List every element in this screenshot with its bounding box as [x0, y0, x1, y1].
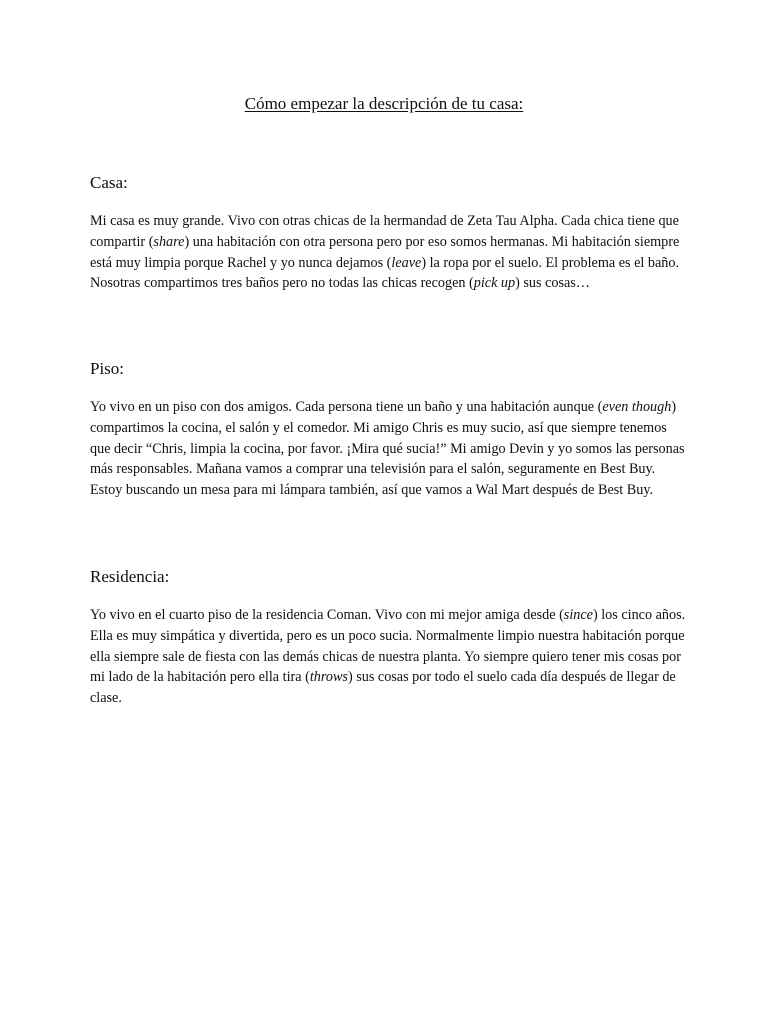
section-heading-casa: Casa:: [90, 173, 128, 192]
piso-text-1: Yo vivo en un piso con dos amigos. Cada persona tiene un baño y una habitación aunque (: [90, 399, 603, 415]
residencia-text-3: ) sus cosas por todo el suelo cada día después de llegar de clase.: [90, 669, 676, 707]
document-title: Cómo empezar la descripción de tu casa:: [244, 94, 524, 113]
residencia-term-since: since: [563, 607, 593, 623]
section-body-piso: [90, 397, 686, 501]
residencia-text-2: ) los cinco años. Ella es muy simpática y divertida, pero es un poco sucia. Normalmente limpio nuestra habitación porque ella siempre sale de fiesta con las demás chicas de nuestra planta. Yo siempre quiero tener mis cosas por mi lado de la habitación pero ella tira (: [90, 607, 686, 686]
section-body-casa: [90, 211, 686, 294]
section-heading-piso: Piso:: [90, 359, 125, 378]
casa-term-pick-up: pick up: [473, 275, 516, 292]
casa-term-leave: leave: [391, 254, 422, 271]
residencia-text-1: Yo vivo en el cuarto piso de la residencia Coman. Vivo con mi mejor amiga desde (: [90, 607, 564, 623]
casa-term-share: share: [153, 233, 185, 250]
section-residencia: [90, 567, 686, 709]
section-piso: [90, 359, 686, 501]
casa-text-3: ) la ropa por el suelo. El problema es el baño. Nosotras compartimos tres baños pero no todas las chicas recogen (: [90, 254, 679, 292]
casa-text-2: ) una habitación con otra persona pero por eso somos hermanas. Mi habitación siempre está muy limpia porque Rachel y yo nunca dejamos (: [90, 233, 680, 271]
casa-text-4: ) sus cosas…: [515, 275, 590, 292]
section-casa: [90, 173, 686, 294]
section-body-residencia: [90, 605, 686, 709]
piso-text-2: ) compartimos la cocina, el salón y el comedor. Mi amigo Chris es muy sucio, así que siempre tenemos que decir “Chris, limpia la cocina, por favor. ¡Mira qué sucia!” Mi amigo Devin y yo somos las personas más responsables. Mañana vamos a comprar una televisión para el salón, seguramente en Best Buy. Estoy buscando un mesa para mi lámpara también, así que vamos a Wal Mart después de Best Buy.: [90, 399, 685, 499]
section-heading-residencia: Residencia:: [90, 567, 170, 586]
residencia-term-throws: throws: [309, 669, 348, 686]
piso-term-even-though: even though: [602, 399, 672, 415]
casa-text-1: Mi casa es muy grande. Vivo con otras chicas de la hermandad de Zeta Tau Alpha. Cada chica tiene que compartir (: [90, 213, 679, 250]
